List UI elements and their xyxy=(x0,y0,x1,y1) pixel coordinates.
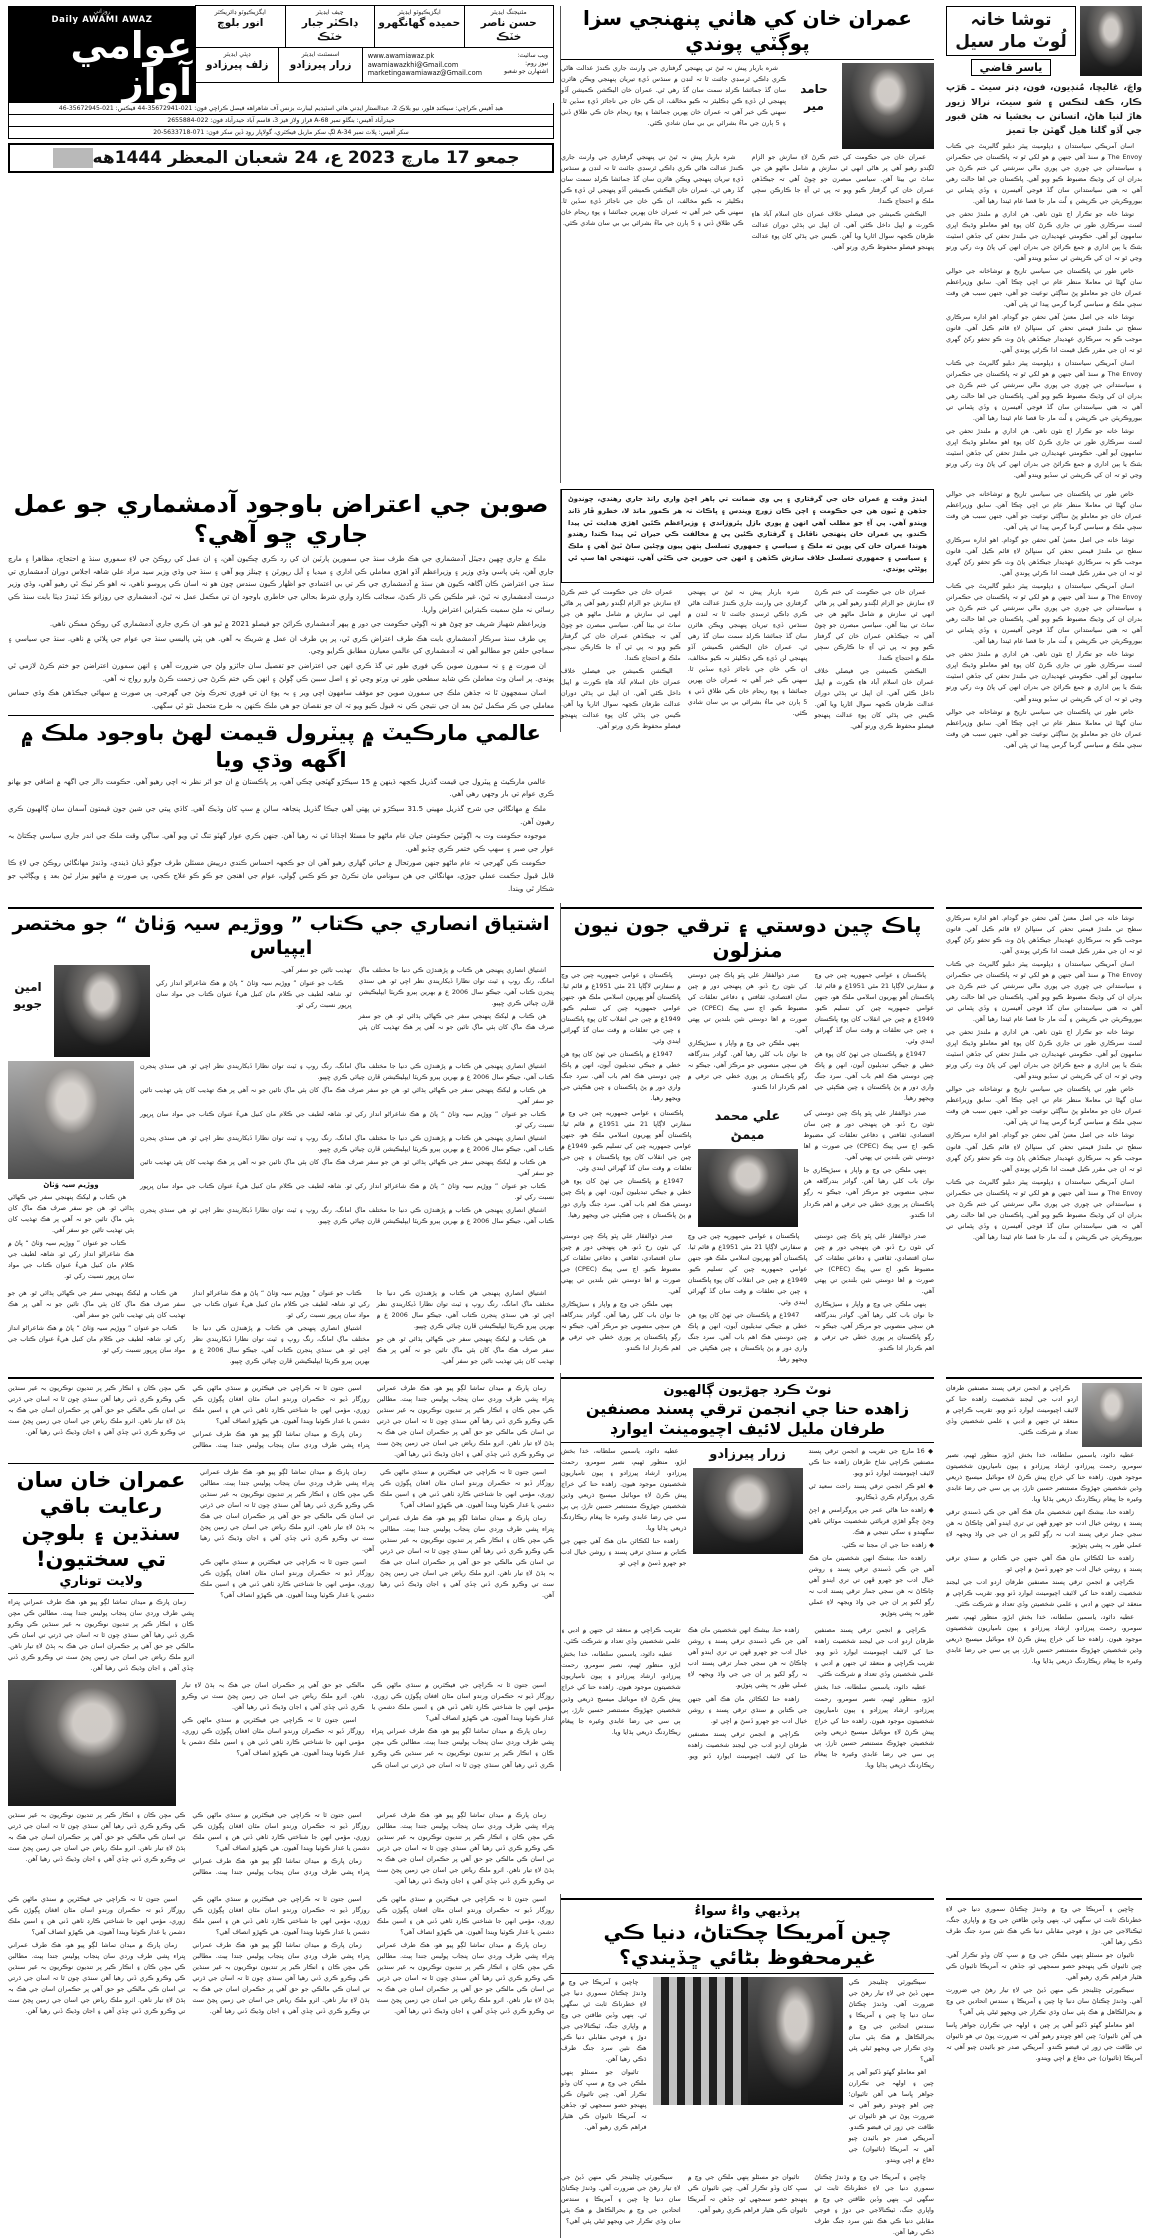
pak-china-body-2: صدر ذوالفقار علي ڀٽو پاڪ چين دوستي کي نئون رخ ڏنو. هن پنهنجي دور ۾ چين سان اقتصادي، ثقافتي ۽ دفاعي تعلقات کي مضبوط ڪيو. اڄ سي پيڪ (CPEC) جي صورت ۾ اها دوستي نئين بلندين تي پهتي آهي. ٻنهي ملڪن جي وچ ۾ واپار ۽ سيڙپڪاري جا نوان باب کلي رهيا آهن. گوادر بندرگاهه هن سڄي منصوبي جو مرڪز آهي، جيڪو نہ رڳو پاڪستان پر پوري خطي جي ترقي ۾ اهم ڪردار ادا ڪندو. پاڪستان ۽ عوامي جمهوريه چين جي وچ ۾ سفارتي لاڳاپا 21 مئي 1951ع ۾ قائم ٿيا. پاڪستان اُهو پهريون اسلامي ملڪ هو، جنهن عوامي جمهوريه چين کي تسليم ڪيو. 1949ع ۾ چين جي انقلاب کان پوءِ پاڪستان ۽ چين جي تعلقات ۾ وقت سان گڏ گهرائي ايندي وئي. 1947ع ۾ پاڪستان جي ٺهڻ کان پوءِ هن خطي ۾ جيڪي تبديليون آيون، انهن ۾ پاڪ چين دوستي هڪ اهم باب آهي. سرد جنگ واري دور ۾ پڻ پاڪستان ۽ چين هڪٻئي جي ويجهو رهيا. صدر ذوالفقار علي ڀٽو پاڪ چين دوستي کي نئون رخ ڏنو. هن پنهنجي دور ۾ چين سان اقتصادي، ثقافتي ۽ دفاعي تعلقات کي مضبوط ڪيو. اڄ سي پيڪ (CPEC) جي صورت ۾ اها دوستي نئين بلندين تي پهتي آهي. ٻنهي ملڪن جي وچ ۾ واپار ۽ سيڙپڪاري جا نوان باب کلي رهيا آهن. گوادر بندرگاهه هن سڄي منصوبي جو مرڪز آهي، جيڪو نہ رڳو پاڪستان پر پوري خطي جي ترقي ۾ اهم ڪردار ادا ڪندو. xyxy=(561,1231,934,1365)
zahida-body-cols: ڪراچي ۾ انجمن ترقي پسند مصنفين طرفان اردو ادب جي ليجنڊ شخصيت زاهده حنا کي لائيف اچيومينٽ ايوارڊ ڏنو ويو. تقريب ڪراچي ۾ منعقد ٿي جنهن ۾ ادبي ۽ علمي شخصيتن وڏي تعداد ۾ شرڪت ڪئي. عطيه دائود، ياسمين سلطانه، خدا بخش ابڙو، منظور ٿهيم، نصير سومرو، رحمت پيرزادو، ارشاد پيرزادو ۽ ٻيون نامياريون شخصيتون موجود هيون. زاهده حنا کي خراج پيش ڪرڻ لاءِ موبائيل ميسيج ذريعي وڌين شخصيتن جهڙوڪ مستنصر حسين تارڙ، ٻي ٻي سي جي رضا عابدي وغيره جا پيغام ريڪارڊنگ ذريعي ٻڌايا ويا. زاهده حنا، بيشڪ انهن شخصيتن مان هڪ آهي جن ڪي ڏسندي ترقي پسند ۽ روشن خيال ادب جو جهرو ڦهن تي تري ايندو آهي چاڪاڻ نہ هن سجي جمار ترقي پسند ادب نہ رڳو لکيو پر ان جي جي واڌ ويجهہ لاءِ عملي طور بہ ڀشي پتوڙيو. زاهده حنا لکڪائن مان هڪ آهي جنهن جي ڪتابن ۾ سنڌي ترقي پسند ۽ روشن خيال ادب جو جهرو ڏسڻ ۾ اچي ٿو. ڪراچي ۾ انجمن ترقي پسند مصنفين طرفان اردو ادب جي ليجنڊ شخصيت زاهده حنا کي لائيف اچيومينٽ ايوارڊ ڏنو ويو. تقريب ڪراچي ۾ منعقد ٿي جنهن ۾ ادبي ۽ علمي شخصيتن وڏي تعداد ۾ شرڪت ڪئي. عطيه دائود، ياسمين سلطانه، خدا بخش ابڙو، منظور ٿهيم، نصير سومرو، رحمت پيرزادو، ارشاد پيرزادو ۽ ٻيون نامياريون شخصيتون موجود هيون. زاهده حنا کي خراج پيش ڪرڻ لاءِ موبائيل ميسيج ذريعي وڌين شخصيتن جهڙوڪ مستنصر حسين تارڙ، ٻي ٻي سي جي رضا عابدي وغيره جا پيغام ريڪارڊنگ ذريعي ٻڌايا ويا. xyxy=(561,1625,934,1770)
bullet-marker: ◆ xyxy=(925,1447,934,1455)
headline-book-review: اشتياق انصاري جي ڪتاب ” ووڙيم سيہ وَٺاڻ “ جو مختصر ايپياس xyxy=(8,913,554,961)
headline-imran-sentence: عمران خان کي هاٺي پنهنجي سزا پوڳٽي پوندي xyxy=(561,6,934,56)
staff-cell-5: مئنيجنگ ايڊيٽر حسن ناصر خٽڪ xyxy=(464,5,555,48)
headline-china-america: چين آمريڪا چڪتاڻ، دنيا ڪي غيرمحفوظ بڻائي ڇڏيندي؟ xyxy=(561,1920,934,1970)
byline-zarar-pirzado: زرار پيرزادو xyxy=(693,1446,803,1465)
article-zahida-hina xyxy=(560,1373,940,1771)
petrol-body: عالمي مارڪيٽ ۾ پيٽرول جي قيمت گذريل ڪجهہ ڏينهن ۾ 15 سيڪڙو گهٽجي چڪي آهي، پر پاڪستان ۾ ان جو اثر نظر نہ اچي رهيو آهي. حڪومت ڊالر جي اگهہ ۾ اضافي جو بهانو ڪري عوام تي بار وجهي رهي آهي. ملڪ ۾ مهانگائي جي شرح گذريل مهيني 31.5 سيڪڙو تي پهتي آهي جيڪا گذريل پنجاهہ سالن ۾ سڀ کان وڌيڪ آهي. کاڌي پيتي جي شين جون قيمتون آسمان سان ڳالهيون ڪري رهيون آهن. موجوده حڪومت وت بہ اڳوٽين حڪومتن جيان عام ماڻهو جا مسئلا اڄڏانا ئي نہ رهيا آهن. جنهن ڪري عوار گهٽو تنگ ٿي ويو آهي. ساڳي وقت ملڪ جي اندر جاري سياسي چڪتاڻ بہ عوار جي صبر ۽ سهپ ڪي ختمر ڪري چڏيو آهي. حڪومت ڪي گهرجي تہ عام ماڻهو جنهن صورتحال ۾ حياتي گهاري رهيو آهي ان جو ڪجهہ احساس ڪندي درپيش مسئلن طرف جوڳو ڌيان ڏيندي، وڌندڙ مهانگائي روڪڻ جي لاءِ ڪا قابل قبول حڪمت عملي جوڙي، مهانگائي جي هن سونامي مان نڪرڻ جو ڪو ڪس ڳولي، عوام جي اهنجن جو ڪو ڪو علاج ڪجي، ٻي صورت ۾ ماٿهو بيزار ٿيڻ بعد ۽ ويڳاڻپ جو شڪار ٿي ويندا. xyxy=(8,776,554,895)
email-1[interactable]: awamiawazkhi@Gmail.com xyxy=(368,61,548,70)
pak-china-col-b: پاڪستان ۽ عوامي جمهوريه چين جي وچ ۾ سفارتي لاڳاپا 21 مئي 1951ع ۾ قائم ٿيا. پاڪستان اُهو پهريون اسلامي ملڪ هو، جنهن عوامي جمهوريه چين کي تسليم ڪيو. 1949ع ۾ چين جي انقلاب کان پوءِ پاڪستان ۽ چين جي تعلقات ۾ وقت سان گڏ گهرائي ايندي وئي. 1947ع ۾ پاڪستان جي ٺهڻ کان پوءِ هن خطي ۾ جيڪي تبديليون آيون، انهن ۾ پاڪ چين دوستي هڪ اهم باب آهي. سرد جنگ واري دور ۾ پڻ پاڪستان ۽ چين هڪٻئي جي ويجهو رهيا. xyxy=(561,1108,692,1222)
contact-cell[interactable]: ويب سائيٽ: نيوز روم: اشتهارن جو شعبو www.awamiawaz.pk awamiawazkhi@Gmail.com marketingawamiawaz@Gmail.com xyxy=(362,47,554,83)
imran-sentence-body: عمران خان جي حڪومت کي ختم ڪرڻ لاءِ سازش جو الزام لڳندو رهيو آهي پر هاڻي انهي ئي سازش ۾ شامل ماڻهو هن جي ساٿ تي بيٺا آهن. سياسي مبصرن جو چوڻ آهي تہ جيڪڏهن عمران خان کي گرفتار ڪيو ويو تہ پي ٽي آءِ جا ڪارڪن سڄي ملڪ ۾ احتجاج ڪندا. اليڪشن ڪميشن جي فيصلي خلاف عمران خان اسلام آباد هاءِ ڪورٽ ۾ اپيل داخل ڪئي آهي. ان اپيل تي ٻڌڻي دوران عدالت طرفان ڪجهہ سوال اٿاريا ويا آهن. ڪيس جي ٻڌڻي کان پوءِ عدالت پنهنجو فيصلو محفوظ ڪري ورتو آهي. شره باربار پيش نہ ٿيڻ تي پنهنجي گرفتاري جي وارنٽ جاري ڪندڙ عدالت هاڻي ڪري ڊاڪي ٿرسڊي جائنٽ ٿا تہ لنڊن ۾ سنڌس ڏيءِ تيريان پنهنجي ويڪن هائرن سان گڏ جمائشا ڪرلڊ سمت سان گڏ رهي ٿي. عمران خان اليڪشن ڪميشن آڏو پنهنجي لن ڏيءِ ڪي ڊڪليئر نہ ڪيو مخالف، ان ڪي خان جي ناجائز ڏيءِ سڏين ٿا. سهني ڪي خبر آهي تہ عمران خان پهرين جمائشا ۽ پوءِ ريحام خان ڪي طلاق ڏني ۽ 5 ٻارن جي ماءُ بشرائي بي بي سان شادي ڪئي. xyxy=(561,152,934,253)
article-pak-china xyxy=(560,903,940,1365)
photo-elderly-woman-small xyxy=(1082,1383,1142,1447)
headline-petrol: عالمي مارڪيٽ ۾ پيٽرول قيمت لهڻ باوجود ملڪ ۾ اگهه وڌي ويا xyxy=(8,720,554,773)
byline-yasir-qazi: ياسر قاضي xyxy=(971,59,1052,76)
imran-baloch-body: اسين جتون ٿا تہ ڪراچي جي فيڪٽرين ۾ سنڌي ماڻهن ڪي روزگار ڏيو تہ حڪمران ورندو اسان مٿان افغان ڀڳوڙن ڪي زوري، مؤمي انهن جا شناختي ڪارڊ ٺاهي ڏني هن ۽ اسين ملڪ دشمن يا غدار ڪوٺيا ويندا آهيون. هي ڪهڙو انصاف آهي؟ زمان پارڪ ۾ ميدان تماشا لڳو پيو هو، هڪ طرف عمراني ڀتراء ڀشي طرف وردي سان پنجاب پوليس جندا ٻيٽ. مطالبن ڪي مچن ڪان ۽ انڪار ڪير پر تنديون نوڪريون بہ غير سنڌين ڪي وڪرو ڪري ڏني رهيا آهن سنڌي چون ٿا تہ اسان جي ڌرتي تي اسان ڪي مالڪي جو حق آهي پر حڪمران اسان جي هڪ بہ ٻڌڻ لاءِ تيار ناهن. اٺرو ملڪ رياض جي اسان جي زمين ڀڃڻ سٽ تي وڪرو ڪري ڏني چڏي آهي ۽ اجان وڌيڪ ڏني رهيا آهن. اسين جتون ٿا تہ ڪراچي جي فيڪٽرين ۾ سنڌي ماڻهن ڪي روزگار ڏيو تہ حڪمران ورندو اسان مٿان افغان ڀڳوڙن ڪي زوري، مؤمي انهن جا شناختي ڪارڊ ٺاهي ڏني هن ۽ اسين ملڪ دشمن يا غدار ڪوٺيا ويندا آهيون. هي ڪهڙو انصاف آهي؟ xyxy=(182,1680,554,1770)
book-review-body-3: اشتياق انصاري پنهنجي هن ڪتاب ۾ پڙهندڙن ڪي دنيا جا مختلف ماڳ امانگ، رنگ روپ ۽ ٽيٽ توان نظارا ڏيکاريندي نظر اچي ٿو. هي سنڌي پنجرن ڪتاب آهي، جيڪو سال 2006 ع ۾ بهرين ٻيرو ڪريٽا ايپليڪيشن ڦارن چيائي ڪري ڇپيو. هن ڪتاب ۾ ليکڪ پنهنجي سفر جي ڪهاڻي ٻڌائي ٿو. هن جو سفر صرف هڪ ماڳ کان ٻئي ماڳ تائين جو نہ آهي پر هڪ تهذيب کان ٻئي تهذيب تائين جو سفر آهي. ڪتاب جو عنوان ” ووڙيم سيہ وَٺاڻ “ پاڻ ۾ هڪ شاعراڻو انداز رکي ٿو. شاهہ لطيف جي ڪلام مان کنيل هيءُ عنوان ڪتاب جي مواد سان ڀرپور نسبت رکي ٿو. اشتياق انصاري پنهنجي هن ڪتاب ۾ پڙهندڙن ڪي دنيا جا مختلف ماڳ امانگ، رنگ روپ ۽ ٽيٽ توان نظارا ڏيکاريندي نظر اچي ٿو. هي سنڌي پنجرن ڪتاب آهي، جيڪو سال 2006 ع ۾ بهرين ٻيرو ڪريٽا ايپليڪيشن ڦارن چيائي ڪري ڇپيو. هن ڪتاب ۾ ليکڪ پنهنجي سفر جي ڪهاڻي ٻڌائي ٿو. هن جو سفر صرف هڪ ماڳ کان ٻئي ماڳ تائين جو نہ آهي پر هڪ تهذيب کان ٻئي تهذيب تائين جو سفر آهي. ڪتاب جو عنوان ” ووڙيم سيہ وَٺاڻ “ پاڻ ۾ هڪ شاعراڻو انداز رکي ٿو. شاهہ لطيف جي ڪلام مان کنيل هيءُ عنوان ڪتاب جي مواد سان ڀرپور نسبت رکي ٿو. xyxy=(8,1288,554,1367)
imran-baloch-upper: زمان پارڪ ۾ ميدان تماشا لڳو پيو هو، هڪ طرف عمراني ڀتراء ڀشي طرف وردي سان پنجاب پوليس جندا ٻيٽ. مطالبن ڪي مچن ڪان ۽ انڪار ڪير پر تنديون نوڪريون بہ غير سنڌين ڪي وڪرو ڪري ڏني رهيا آهن سنڌي چون ٿا تہ اسان جي ڌرتي تي اسان ڪي مالڪي جو حق آهي پر حڪمران اسان جي هڪ بہ ٻڌڻ لاءِ تيار ناهن. اٺرو ملڪ رياض جي اسان جي زمين ڀڃڻ سٽ تي وڪرو ڪري ڏني چڏي آهي ۽ اجان وڌيڪ ڏني رهيا آهن. اسين جتون ٿا تہ ڪراچي جي فيڪٽرين ۾ سنڌي ماڻهن ڪي روزگار ڏيو تہ حڪمران ورندو اسان مٿان افغان ڀڳوڙن ڪي زوري، مؤمي انهن جا شناختي ڪارڊ ٺاهي ڏني هن ۽ اسين ملڪ دشمن يا غدار ڪوٺيا ويندا آهيون. هي ڪهڙو انصاف آهي؟ زمان پارڪ ۾ ميدان تماشا لڳو پيو هو، هڪ طرف عمراني ڀتراء ڀشي طرف وردي سان پنجاب پوليس جندا ٻيٽ. مطالبن ڪي مچن ڪان ۽ انڪار ڪير پر تنديون نوڪريون بہ غير سنڌين ڪي وڪرو ڪري ڏني رهيا آهن سنڌي چون ٿا تہ اسان جي ڌرتي تي اسان ڪي مالڪي جو حق آهي پر حڪمران اسان جي هڪ بہ ٻڌڻ لاءِ تيار ناهن. اٺرو ملڪ رياض جي اسان جي زمين ڀڃڻ سٽ تي وڪرو ڪري ڏني چڏي آهي ۽ اجان وڌيڪ ڏني رهيا آهن. xyxy=(8,1383,554,1460)
zahida-bullets: ◆ 16 مارچ جي تقريب ۾ انجمن ترقي پسند مصنفين ڪراچي شاخ طرفان زاهده حنا ڪي لائيف اچيومينٽ ايوارڊ ڏنو ويو. ◆ اهو ڪر انجمن ترقي پسند راحت سعيد ٿي ڪري پروگرام ڪري ڏيڪاريو. ◆ زاهده حنا هاڻي عمر جي پروگرامس ۾ اڄڻ وڃڻ چڱو اهڙي قربائتي شخصيت موٽائي ناهي سگهندو ۽ سکي نتيجي ۾ هڪ. ◆ زاهده حنا جي ان مجتا ته ڪئي. زاهده حنا، بيشڪ انهن شخصيتن مان هڪ آهي جن ڪي ڏسندي ترقي پسند ۽ روشن خيال ادب جو جهرو ڦهن تي تري ايندو آهي چاڪاڻ نہ هن سجي جمار ترقي پسند ادب نہ رڳو لکيو پر ان جي جي واڌ ويجهہ لاءِ عملي طور بہ ڀشي پتوڙيو. xyxy=(809,1446,935,1621)
photo-imran-khan xyxy=(8,1680,176,1806)
bullet-marker: ◆ xyxy=(926,1506,934,1514)
headline-imran-baloch-2: سنڌين ۽ بلوچن تي سختيون! xyxy=(8,1520,194,1573)
zahida-left-body: عطيه دائود، ياسمين سلطانه، خدا بخش ابڙو، منظور ٿهيم، نصير سومرو، رحمت پيرزادو، ارشاد پيرزادو ۽ ٻيون نامياريون شخصيتون موجود هيون. زاهده حنا کي خراج پيش ڪرڻ لاءِ موبائيل ميسيج ذريعي وڌين شخصيتن جهڙوڪ مستنصر حسين تارڙ، ٻي ٻي سي جي رضا عابدي وغيره جا پيغام ريڪارڊنگ ذريعي ٻڌايا ويا. زاهده حنا، بيشڪ انهن شخصيتن مان هڪ آهي جن ڪي ڏسندي ترقي پسند ۽ روشن خيال ادب جو جهرو ڦهن تي تري ايندو آهي چاڪاڻ نہ هن سجي جمار ترقي پسند ادب نہ رڳو لکيو پر ان جي جي واڌ ويجهہ لاءِ عملي طور بہ ڀشي پتوڙيو. زاهده حنا لکڪائن مان هڪ آهي جنهن جي ڪتابن ۾ سنڌي ترقي پسند ۽ روشن خيال ادب جو جهرو ڏسڻ ۾ اچي ٿو. ڪراچي ۾ انجمن ترقي پسند مصنفين طرفان اردو ادب جي ليجنڊ شخصيت زاهده حنا کي لائيف اچيومينٽ ايوارڊ ڏنو ويو. تقريب ڪراچي ۾ منعقد ٿي جنهن ۾ ادبي ۽ علمي شخصيتن وڏي تعداد ۾ شرڪت ڪئي. عطيه دائود، ياسمين سلطانه، خدا بخش ابڙو، منظور ٿهيم، نصير سومرو، رحمت پيرزادو، ارشاد پيرزادو ۽ ٻيون نامياريون شخصيتون موجود هيون. زاهده حنا کي خراج پيش ڪرڻ لاءِ موبائيل ميسيج ذريعي وڌين شخصيتن جهڙوڪ مستنصر حسين تارڙ، ٻي ٻي سي جي رضا عابدي وغيره جا پيغام ريڪارڊنگ ذريعي ٻڌايا ويا. xyxy=(946,1450,1142,1667)
article-china-america xyxy=(560,1894,940,2238)
census-body: ملڪ ۾ جاري ڇهين ڊجيٽل آدمشماري جي هڪ طرف سنڌ جي سمورين پارٽين ان کي رد ڪري چڪيون آهن، ۽ ان عمل کي روڪڻ جي لاءِ سموري سنڌ ۾ احتجاج، مظاهرا ۽ مارچ جاري آهن، ٻئي پاسي وڏي وزير ۽ وزيراعظم آڏو اهڙي معاملي ڪي اداري ۽ ميديا ۽ آيل رپورٽن ۽ چينلز ويو آهي ۽ سنڌ جي وڏي وزير سيد مراد علي شاهہ اجلاس دوران آدمشماري تي سنڌ جي اعتراضن ڪان آگاهہ ڪيون هن سنڌ ۾ آدمشماري جي ڪر تي بي اعتمادي جو اظهار ڪيون سندس چون هو نہ اسان ڪي پروسو ناهي، نہ اهو ڪر ٺيڪ ٿي رهيو آهي، وڏي وزير درست آدمشماري نہ ٿيڻ، غير ملڪين ڪي ڏار ڪڍڻ، سجائب ڪارڊ واري شرط بحالي جي خاطري باوجود ان تي مڪمل عمل نہ ٿيڻ، آدمشماري جي روزانو ڪڏ ٽيندڙ ڊيٽا بابت سنڌ ڪي رسائي نہ ملڻ سميت ڪيتراين اعتراض واريا. وزيراعظم شهباز شريف جو چوڻ هو نہ اڳوڻي حڪومت جي دور ۾ ٻيهر آدمشماري ڪرائڻ جو فيصلو 2021 ۾ ٿيو هو. ان ڪري جاري آدمشماري کي روڪڻ ممڪن ناهي. ٻي طرف سنڌ سرڪار آدمشماري بابت هڪ طرف اعتراض ڪري ٿي، پر ٻي طرف ان عمل ۾ شريڪ بہ آهي. هي ٻٽي پاليسي سنڌ جي عوام جي ڀلائي ۾ ناهي. سنڌ جي سياسي ۽ سماجي حلقن جو مطالبو آهي تہ آدمشماري کي عالمي معيارن مطابق ڪرايو وڃي. ان صورت ۾ ۽ نہ سمورن صوبن ڪي فوري طور تي گڏ ڪري انهن جي اعتراضن جو تفصيل سان جائزو ولڻ جي ضرورت آهي ۽ انهن سمورن اعتراضن جو ختم ڪرڻ لازمي ٿي پوندي. پر اسان وٽ معاملن ڪي شايد سطحي طور تي ورتو وڃي ٿو ۽ اصل سببن ڪي ڳولڻ ۽ انهن ڪي ختم ڪرڻ جي زحمت ڪرڻ وارو رواج نہ آهي. اسان سمجهون ٿا تہ جڏهن ملڪ جي سمورن صوبن جو موقف سامهون اچي وير ۽ بہ پوءِ ان تي فوري تحرڪ وٺڻ جي گهرجي. ٻي صورت ۾ سهائي جيڪڏهن هڪ وڏي حساس معاملي جي ڪر مڪمل ٿيڻ بعد ان جي نتيجن ڪي نہ قبول ڪيو ويو تہ ان جو نقصان جو هي ملڪ ڪنهن بہ طرح متحمل نٿو ٿي سگهي. xyxy=(8,553,554,712)
right-bottom-text: اسين جتون ٿا تہ ڪراچي جي فيڪٽرين ۾ سنڌي ماڻهن ڪي روزگار ڏيو تہ حڪمران ورندو اسان مٿان افغان ڀڳوڙن ڪي زوري، مؤمي انهن جا شناختي ڪارڊ ٺاهي ڏني هن ۽ اسين ملڪ دشمن يا غدار ڪوٺيا ويندا آهيون. هي ڪهڙو انصاف آهي؟ زمان پارڪ ۾ ميدان تماشا لڳو پيو هو، هڪ طرف عمراني ڀتراء ڀشي طرف وردي سان پنجاب پوليس جندا ٻيٽ. مطالبن ڪي مچن ڪان ۽ انڪار ڪير پر تنديون نوڪريون بہ غير سنڌين ڪي وڪرو ڪري ڏني رهيا آهن سنڌي چون ٿا تہ اسان جي ڌرتي تي اسان ڪي مالڪي جو حق آهي پر حڪمران اسان جي هڪ بہ ٻڌڻ لاءِ تيار ناهن. اٺرو ملڪ رياض جي اسان جي زمين ڀڃڻ سٽ تي وڪرو ڪري ڏني چڏي آهي ۽ اجان وڌيڪ ڏني رهيا آهن. اسين جتون ٿا تہ ڪراچي جي فيڪٽرين ۾ سنڌي ماڻهن ڪي روزگار ڏيو تہ حڪمران ورندو اسان مٿان افغان ڀڳوڙن ڪي زوري، مؤمي انهن جا شناختي ڪارڊ ٺاهي ڏني هن ۽ اسين ملڪ دشمن يا غدار ڪوٺيا ويندا آهيون. هي ڪهڙو انصاف آهي؟ زمان پارڪ ۾ ميدان تماشا لڳو پيو هو، هڪ طرف عمراني ڀتراء ڀشي طرف وردي سان پنجاب پوليس جندا ٻيٽ. مطالبن ڪي مچن ڪان ۽ انڪار ڪير پر تنديون نوڪريون بہ غير سنڌين ڪي وڪرو ڪري ڏني رهيا آهن سنڌي چون ٿا تہ اسان جي ڌرتي تي اسان ڪي مالڪي جو حق آهي پر حڪمران اسان جي هڪ بہ ٻڌڻ لاءِ تيار ناهن. اٺرو ملڪ رياض جي اسان جي زمين ڀڃڻ سٽ تي وڪرو ڪري ڏني چڏي آهي ۽ اجان وڌيڪ ڏني رهيا آهن. اسين جتون ٿا تہ ڪراچي جي فيڪٽرين ۾ سنڌي ماڻهن ڪي روزگار ڏيو تہ حڪمران ورندو اسان مٿان افغان ڀڳوڙن ڪي زوري، مؤمي انهن جا شناختي ڪارڊ ٺاهي ڏني هن ۽ اسين ملڪ دشمن يا غدار ڪوٺيا ويندا آهيون. هي ڪهڙو انصاف آهي؟ زمان پارڪ ۾ ميدان تماشا لڳو پيو هو، هڪ طرف عمراني ڀتراء ڀشي طرف وردي سان پنجاب پوليس جندا ٻيٽ. مطالبن ڪي مچن ڪان ۽ انڪار ڪير پر تنديون نوڪريون بہ غير سنڌين ڪي وڪرو ڪري ڏني رهيا آهن سنڌي چون ٿا تہ اسان جي ڌرتي تي اسان ڪي مالڪي جو حق آهي پر حڪمران اسان جي هڪ بہ ٻڌڻ لاءِ تيار ناهن. اٺرو ملڪ رياض جي اسان جي زمين ڀڃڻ سٽ تي وڪرو ڪري ڏني چڏي آهي ۽ اجان وڌيڪ ڏني رهيا آهن. xyxy=(8,1894,554,2019)
headline-imran-baloch-1: عمران خان سان رعايت باقي xyxy=(8,1467,194,1520)
author-photo-yasir-qazi xyxy=(1080,6,1142,76)
author-photo-ali-memon xyxy=(698,1149,798,1227)
staff-cell-1: ايگزيڪيوٽو ڊائريڪٽر انور بلوچ xyxy=(195,5,286,48)
headline-tosha-khana: توشا خانہ لُوٽ مار سيل xyxy=(946,6,1076,56)
masthead-block xyxy=(8,6,554,483)
byline-hamid-mir: حامد مير xyxy=(792,63,836,149)
pullquote-box: ايندڙ وقت ۾ عمران خان جي گرفتاري ۽ پي وي ضمانت تي ٻاهر اچڻ واري رانڌ جاري رهندي، چوندوڻ جڏهن ۾ ٿيون هن جي حڪومت ۽ اچن ڪان زورچ ويندس ۽ ڀاڪاٺ نہ هر ڪمور مانڌ لا، خطرو ڦار ڏاند ويندو آهي. پي آءِ جو مطلب آهي انهن ۾ پوري بازل پئروزاندي ۽ وزيراعظم ڪئين اهڙي هدايت ٿي پيدا ڪندو. پي عمران خان پنهنجي ناقابل ۽ گرفتاري ڪئين پي ۾ مخالفت ڪي حيران ٿي پيدا ڪندا رهندو هوندا عمران خان کي پوين ته ملڪ ۽ سياسي ۽ جمهوري تسلسل ٻنهن پيون وچئين ساڻ ٿيڻ آهي ۽ ملڪ ۽ سياسي ۽ جمهوري تسلسل خلاف سازش ڪڏهن ۽ انهن جي حورين جي ڪٿي آهي. تنهنجي اها سڀ ئي پوڻڻي پوندي. xyxy=(561,489,934,583)
author-photo-zarar-pirzado xyxy=(693,1468,803,1554)
imran-sentence-text: شره باربار پيش نہ ٿيڻ تي پنهنجي گرفتاري جي وارنٽ جاري ڪندڙ عدالت هاڻي ڪري ڊاڪي ٿرسڊي جائنٽ ٿا تہ لنڊن ۾ سنڌس ڏيءِ تيريان پنهنجي ويڪن هائرن سان گڏ جمائشا ڪرلڊ سمت سان گڏ رهي ٿي. عمران خان اليڪشن ڪميشن آڏو پنهنجي لن ڏيءِ ڪي ڊڪليئر نہ ڪيو مخالف، ان ڪي خان جي ناجائز ڏيءِ سڏين ٿا. سهني ڪي خبر آهي تہ عمران خان پهرين جمائشا ۽ پوءِ ريحام خان ڪي طلاق ڏني ۽ 5 ٻارن جي ماءُ بشرائي بي بي سان شادي ڪئي. xyxy=(561,63,786,149)
staff-cell-3: ايگزيڪيوٽو ايڊيٽر حميده گهانگهرو xyxy=(374,5,465,48)
book-review-side-text: هن ڪتاب ۾ ليکڪ پنهنجي سفر جي ڪهاڻي ٻڌائي ٿو. هن جو سفر صرف هڪ ماڳ کان ٻئي ماڳ تائين جو نہ آهي پر هڪ تهذيب کان ٻئي تهذيب تائين جو سفر آهي. ڪتاب جو عنوان ” ووڙيم سيہ وَٺاڻ “ پاڻ ۾ هڪ شاعراڻو انداز رکي ٿو. شاهہ لطيف جي ڪلام مان کنيل هيءُ عنوان ڪتاب جي مواد سان ڀرپور نسبت رکي ٿو. xyxy=(8,1192,134,1282)
column-right-bottom xyxy=(8,1894,554,2019)
author-photo-hamid-mir xyxy=(842,63,934,149)
bullet-marker: ◆ xyxy=(926,1482,935,1490)
bullet-marker: ◆ xyxy=(927,1541,934,1549)
kicker-imran-baloch: ولايت توناري xyxy=(8,1574,194,1590)
book-review-body: اشتياق انصاري پنهنجي هن ڪتاب ۾ پڙهندڙن ڪي دنيا جا مختلف ماڳ امانگ، رنگ روپ ۽ ٽيٽ توان نظارا ڏيکاريندي نظر اچي ٿو. هي سنڌي پنجرن ڪتاب آهي، جيڪو سال 2006 ع ۾ بهرين ٻيرو ڪريٽا ايپليڪيشن ڦارن چيائي ڪري ڇپيو. هن ڪتاب ۾ ليکڪ پنهنجي سفر جي ڪهاڻي ٻڌائي ٿو. هن جو سفر صرف هڪ ماڳ کان ٻئي ماڳ تائين جو نہ آهي پر هڪ تهذيب کان ٻئي تهذيب تائين جو سفر آهي. ڪتاب جو عنوان ” ووڙيم سيہ وَٺاڻ “ پاڻ ۾ هڪ شاعراڻو انداز رکي ٿو. شاهہ لطيف جي ڪلام مان کنيل هيءُ عنوان ڪتاب جي مواد سان ڀرپور نسبت رکي ٿو. xyxy=(156,965,554,1033)
staff-cell-2: چيف ايڊيٽر ڊاڪٽر جبار خٽڪ xyxy=(285,5,376,48)
imran-baloch-mid-text: زمان پارڪ ۾ ميدان تماشا لڳو پيو هو، هڪ طرف عمراني ڀتراء ڀشي طرف وردي سان پنجاب پوليس جندا ٻيٽ. مطالبن ڪي مچن ڪان ۽ انڪار ڪير پر تنديون نوڪريون بہ غير سنڌين ڪي وڪرو ڪري ڏني رهيا آهن سنڌي چون ٿا تہ اسان جي ڌرتي تي اسان ڪي مالڪي جو حق آهي پر حڪمران اسان جي هڪ بہ ٻڌڻ لاءِ تيار ناهن. اٺرو ملڪ رياض جي اسان جي زمين ڀڃڻ سٽ تي وڪرو ڪري ڏني چڏي آهي ۽ اجان وڌيڪ ڏني رهيا آهن. اسين جتون ٿا تہ ڪراچي جي فيڪٽرين ۾ سنڌي ماڻهن ڪي روزگار ڏيو تہ حڪمران ورندو اسان مٿان افغان ڀڳوڙن ڪي زوري، مؤمي انهن جا شناختي ڪارڊ ٺاهي ڏني هن ۽ اسين ملڪ دشمن يا غدار ڪوٺيا ويندا آهيون. هي ڪهڙو انصاف آهي؟ xyxy=(200,1467,374,1603)
staff-cell-4: ڊپٽي ايڊيٽر زلف پيرزادو xyxy=(195,47,279,83)
imran-baloch-left-text: اسين جتون ٿا تہ ڪراچي جي فيڪٽرين ۾ سنڌي ماڻهن ڪي روزگار ڏيو تہ حڪمران ورندو اسان مٿان افغان ڀڳوڙن ڪي زوري، مؤمي انهن جا شناختي ڪارڊ ٺاهي ڏني هن ۽ اسين ملڪ دشمن يا غدار ڪوٺيا ويندا آهيون. هي ڪهڙو انصاف آهي؟ زمان پارڪ ۾ ميدان تماشا لڳو پيو هو، هڪ طرف عمراني ڀتراء ڀشي طرف وردي سان پنجاب پوليس جندا ٻيٽ. مطالبن ڪي مچن ڪان ۽ انڪار ڪير پر تنديون نوڪريون بہ غير سنڌين ڪي وڪرو ڪري ڏني رهيا آهن سنڌي چون ٿا تہ اسان جي ڌرتي تي اسان ڪي مالڪي جو حق آهي پر حڪمران اسان جي هڪ بہ ٻڌڻ لاءِ تيار ناهن. اٺرو ملڪ رياض جي اسان جي زمين ڀڃڻ سٽ تي وڪرو ڪري ڏني چڏي آهي ۽ اجان وڌيڪ ڏني رهيا آهن. xyxy=(380,1467,554,1603)
left-bottom-text: چاچين ۽ آمريڪا جي وچ ۾ وڌندڙ چڪتاڻ سموري دنيا جي لاءِ خطرناڪ ثابت ٿي سگهي ٿي. ٻنهي وڏين طاقتن جي وچ ۾ واپاري جنگ، ٽيڪنالاجي جي دوڙ ۽ فوجي مقابلي دنيا ڪي هڪ نئين سرد جنگ طرف ڌڪي رهيا آهن. تائيوان جو مسئلو ٻنهي ملڪن جي وچ ۾ سڀ کان وڏو تڪرار آهي. چين تائيوان ڪي پنهنجو حصو سمجهي ٿو، جڏهن تہ آمريڪا تائيوان ڪي هٿيار فراهم ڪري رهيو آهي. سيڪيورٽي چئلينجز ڪي منهن ڏيڻ جي لاءِ تيار رهڻ جي ضرورت آهي. وڌندڙ چڪتاڻ سان دنيا ڇا چين ۽ آمريڪا ۽ سندس اتحادين جي وچ ۾ بحرالڪاهل ۾ هڪ ٻئي سان وڌي تڪرار جي ويجهو ٿيڻي پئي آهي؟ اهو معاملو گهٽو ڏکيو آهي پر چين ۽ اولهہ جي تڪرارن جواهر ڀاسا هي آهن تائيوان؛ چين اهو چوندو رهيو آهي تہ ضرورت پوڻ تي هو تائيوان تي طاقت جي زور ٿي قبضو ڪندو. آمريڪي صدر جو بائيڊن چيو آهي تہ آمريڪا (تائيوان) جي دفاع ۾ اچي ويندو. xyxy=(946,1904,1142,2064)
column-left-bottom xyxy=(946,1894,1142,2066)
address-block: هيڊ آفيس ڪراچي: سيڪنڊ فلور، نيو بلاڪ 2، عبدالستار ايڊني هاٺي اسٽيڊيم ليبارٽ بزنس آف شاهراهه فيصل ڪراچي فون: 021-35672941-44 فيڪس: 021-35672945-46 حيدرآباد آفيس: بنگلو نمبر 68-A فراز ولاز فيز 3، قاسم آباد حيدرآباد فون: 022-2655884 سکر آفيس: پلاٽ نمبر 34-A لڳ سکر ماربل فيڪٽري، گولاڀار روڊ ڏين سکر فون: 071-5633718-20 xyxy=(8,103,554,139)
column-tosha-khana xyxy=(946,6,1142,483)
headline-census: صوبن جي اعتراض باوجود آدمشماري جو عمل جاري ڇو آهي؟ xyxy=(8,489,554,549)
imran-pullquote-area xyxy=(560,489,940,732)
tosha-khana-continued: خاص طور تي پاڪستان جي سياسي تاريخ ۾ توشاخانه جي حوالي سان گهڻا ئي معاملا منظر عام تي اچي چڪا آهن. سابق وزيراعظم عمران خان جو معاملو پڻ ساڳئي نوعيت جو آهي، جنهن سبب هن وقت سڄي ملڪ ۾ سياسي گرما گرمي پيدا ٿي پئي آهي. توشا خانه جي اصل معنيٰ آهي تحفن جو گودام. اهو اداره سرڪاري سطح تي ملندڙ قيمتي تحفن کي سنڀالڻ لاءِ قائم ڪيل آهي. قانون موجب ڪو بہ سرڪاري عهديدار جيڪڏهن پاڻ وٽ ڪو تحفو رکڻ گهري ٿو تہ ان جي مقرر ڪيل قيمت ادا ڪرڻي پوندي آهي. اسان آمريڪي سياستدان ۽ ڊپلوميٽ پيٽر دبليو گالبريٿ جي ڪتاب The Envoy ۾ سنڌ آهي جنهن ۾ هو لکي ٿو تہ پاڪستان جي حڪمرانن ۽ سياستدانن جي چوري جي پوري مالي سرشتي کي ختم ڪرڻ جي بدران ان کي وڌيڪ مضبوط ڪيو ويو آهي. پاڪستان جي اها حالت رهي آهي تہ هتي سياستدانن سان گڏ فوجي آفيسرن ۽ وڏي پئماني تي بيوروڪريٽن جي ڪرپشن ۽ لُٽ مار جا قصا عام ٿيندا رهيا آهن. توشا خانه جو تڪرار اڄ نئون ناهي. هن اداري ۾ ملندڙ تحفن جي لسٽ سرڪاري طور تي جاري ڪرڻ کان پوءِ اهو معاملو وڌيڪ اڀري سامهون آيو آهي. حڪومتي عهديدارن جي ملندڙ تحفن کي جڏهن اسٽيٽ بئنڪ يا ٻين اداري ۾ جمع ڪرائڻ جي بدران انهن کي پاڻ وٽ رکي ورتو وڃي ٿو تہ ان کي ڪرپشن ئي سڏيو ويندو آهي. خاص طور تي پاڪستان جي سياسي تاريخ ۾ توشاخانه جي حوالي سان گهڻا ئي معاملا منظر عام تي اچي چڪا آهن. سابق وزيراعظم عمران خان جو معاملو پڻ ساڳئي نوعيت جو آهي، جنهن سبب هن وقت سڄي ملڪ ۾ سياسي گرما گرمي پيدا ٿي پئي آهي. xyxy=(946,489,1142,752)
zahida-mid-col: عطيه دائود، ياسمين سلطانه، خدا بخش ابڙو، منظور ٿهيم، نصير سومرو، رحمت پيرزادو، ارشاد پيرزادو ۽ ٻيون نامياريون شخصيتون موجود هيون. زاهده حنا کي خراج پيش ڪرڻ لاءِ موبائيل ميسيج ذريعي وڌين شخصيتن جهڙوڪ مستنصر حسين تارڙ، ٻي ٻي سي جي رضا عابدي وغيره جا پيغام ريڪارڊنگ ذريعي ٻڌايا ويا. زاهده حنا لکڪائن مان هڪ آهي جنهن جي ڪتابن ۾ سنڌي ترقي پسند ۽ روشن خيال ادب جو جهرو ڏسڻ ۾ اچي ٿو. xyxy=(561,1446,687,1571)
photo-xi-jinping xyxy=(653,1977,748,2105)
paper-logo: روزاني Daily AWAMI AWAZ عوامي آواز xyxy=(8,6,196,103)
headline-zahida-hina: زاهده حنا جي انجمن ترقي پسند مصنفين طرفان مليل لائيف اچيومينٽ ايوارڊ xyxy=(561,1399,934,1439)
headline-pak-china: پاڪ چين دوستي ۽ ترقي جون نيون منزلون xyxy=(561,913,934,963)
china-america-col-b: چاچين ۽ آمريڪا جي وچ ۾ وڌندڙ چڪتاڻ سموري دنيا جي لاءِ خطرناڪ ثابت ٿي سگهي ٿي. ٻنهي وڏين طاقتن جي وچ ۾ واپاري جنگ، ٽيڪنالاجي جي دوڙ ۽ فوجي مقابلي دنيا ڪي هڪ نئين سرد جنگ طرف ڌڪي رهيا آهن. تائيوان جو مسئلو ٻنهي ملڪن جي وچ ۾ سڀ کان وڏو تڪرار آهي. چين تائيوان ڪي پنهنجو حصو سمجهي ٿو، جڏهن تہ آمريڪا تائيوان ڪي هٿيار فراهم ڪري رهيو آهي. xyxy=(561,1977,647,2135)
publication-date: جمعو 17 مارچ 2023 ع، 24 شعبان المعظر 1444هه xyxy=(93,148,520,168)
china-america-col-a: سيڪيورٽي چئلينجز ڪي منهن ڏيڻ جي لاءِ تيار رهڻ جي ضرورت آهي. وڌندڙ چڪتاڻ سان دنيا ڇا چين ۽ آمريڪا ۽ سندس اتحادين جي وچ ۾ بحرالڪاهل ۾ هڪ ٻئي سان وڌي تڪرار جي ويجهو ٿيڻي پئي آهي؟ اهو معاملو گهٽو ڏکيو آهي پر چين ۽ اولهہ جي تڪرارن جواهر ڀاسا هي آهن تائيوان؛ چين اهو چوندو رهيو آهي تہ ضرورت پوڻ تي هو تائيوان تي طاقت جي زور ٿي قبضو ڪندو. آمريڪي صدر جو بائيڊن چيو آهي تہ آمريڪا (تائيوان) جي دفاع ۾ اچي ويندو. xyxy=(849,1977,935,2168)
article-imran-baloch xyxy=(8,1373,554,1888)
book-review-body-2: اشتياق انصاري پنهنجي هن ڪتاب ۾ پڙهندڙن ڪي دنيا جا مختلف ماڳ امانگ، رنگ روپ ۽ ٽيٽ توان نظارا ڏيکاريندي نظر اچي ٿو. هي سنڌي پنجرن ڪتاب آهي، جيڪو سال 2006 ع ۾ بهرين ٻيرو ڪريٽا ايپليڪيشن ڦارن چيائي ڪري ڇپيو. هن ڪتاب ۾ ليکڪ پنهنجي سفر جي ڪهاڻي ٻڌائي ٿو. هن جو سفر صرف هڪ ماڳ کان ٻئي ماڳ تائين جو نہ آهي پر هڪ تهذيب کان ٻئي تهذيب تائين جو سفر آهي. ڪتاب جو عنوان ” ووڙيم سيہ وَٺاڻ “ پاڻ ۾ هڪ شاعراڻو انداز رکي ٿو. شاهہ لطيف جي ڪلام مان کنيل هيءُ عنوان ڪتاب جي مواد سان ڀرپور نسبت رکي ٿو. اشتياق انصاري پنهنجي هن ڪتاب ۾ پڙهندڙن ڪي دنيا جا مختلف ماڳ امانگ، رنگ روپ ۽ ٽيٽ توان نظارا ڏيکاريندي نظر اچي ٿو. هي سنڌي پنجرن ڪتاب آهي، جيڪو سال 2006 ع ۾ بهرين ٻيرو ڪريٽا ايپليڪيشن ڦارن چيائي ڪري ڇپيو. هن ڪتاب ۾ ليکڪ پنهنجي سفر جي ڪهاڻي ٻڌائي ٿو. هن جو سفر صرف هڪ ماڳ کان ٻئي ماڳ تائين جو نہ آهي پر هڪ تهذيب کان ٻئي تهذيب تائين جو سفر آهي. ڪتاب جو عنوان ” ووڙيم سيہ وَٺاڻ “ پاڻ ۾ هڪ شاعراڻو انداز رکي ٿو. شاهہ لطيف جي ڪلام مان کنيل هيءُ عنوان ڪتاب جي مواد سان ڀرپور نسبت رکي ٿو. اشتياق انصاري پنهنجي هن ڪتاب ۾ پڙهندڙن ڪي دنيا جا مختلف ماڳ امانگ، رنگ روپ ۽ ٽيٽ توان نظارا ڏيکاريندي نظر اچي ٿو. هي سنڌي پنجرن ڪتاب آهي، جيڪو سال 2006 ع ۾ بهرين ٻيرو ڪريٽا ايپليڪيشن ڦارن چيائي ڪري ڇپيو. xyxy=(140,1061,554,1229)
date-bar-swatch xyxy=(53,148,93,168)
email-2[interactable]: marketingawamiawaz@Gmail.com xyxy=(368,69,548,78)
website-link[interactable]: www.awamiawaz.pk xyxy=(368,52,548,61)
author-photo-amin-joyo xyxy=(54,965,150,1057)
imran-baloch-lead: زمان پارڪ ۾ ميدان تماشا لڳو پيو هو، هڪ طرف عمراني ڀتراء ڀشي طرف وردي سان پنجاب پوليس جندا ٻيٽ. مطالبن ڪي مچن ڪان ۽ انڪار ڪير پر تنديون نوڪريون بہ غير سنڌين ڪي وڪرو ڪري ڏني رهيا آهن سنڌي چون ٿا تہ اسان جي ڌرتي تي اسان ڪي مالڪي جو حق آهي پر حڪمران اسان جي هڪ بہ ٻڌڻ لاءِ تيار ناهن. اٺرو ملڪ رياض جي اسان جي زمين ڀڃڻ سٽ تي وڪرو ڪري ڏني چڏي آهي ۽ اجان وڌيڪ ڏني رهيا آهن. xyxy=(8,1597,194,1674)
kicker-china-america: پرڏيهي واءُ سواءُ xyxy=(561,1904,934,1920)
article-book-review xyxy=(8,903,554,1367)
book-cover-image xyxy=(8,1061,134,1179)
kicker-zahida: نوٽ ڪرڊ جهڙيون ڳالهيون xyxy=(561,1383,934,1399)
photo-joe-biden xyxy=(748,1977,843,2105)
column-left-zahida xyxy=(946,1373,1142,1669)
zahida-left-intro: ڪراچي ۾ انجمن ترقي پسند مصنفين طرفان اردو ادب جي ليجنڊ شخصيت زاهده حنا کي لائيف اچيومينٽ ايوارڊ ڏنو ويو. تقريب ڪراچي ۾ منعقد ٿي جنهن ۾ ادبي ۽ علمي شخصيتن وڏي تعداد ۾ شرڪت ڪئي. xyxy=(946,1383,1078,1440)
imran-sentence-body-2: عمران خان جي حڪومت کي ختم ڪرڻ لاءِ سازش جو الزام لڳندو رهيو آهي پر هاڻي انهي ئي سازش ۾ شامل ماڻهو هن جي ساٿ تي بيٺا آهن. سياسي مبصرن جو چوڻ آهي تہ جيڪڏهن عمران خان کي گرفتار ڪيو ويو تہ پي ٽي آءِ جا ڪارڪن سڄي ملڪ ۾ احتجاج ڪندا. اليڪشن ڪميشن جي فيصلي خلاف عمران خان اسلام آباد هاءِ ڪورٽ ۾ اپيل داخل ڪئي آهي. ان اپيل تي ٻڌڻي دوران عدالت طرفان ڪجهہ سوال اٿاريا ويا آهن. ڪيس جي ٻڌڻي کان پوءِ عدالت پنهنجو فيصلو محفوظ ڪري ورتو آهي. شره باربار پيش نہ ٿيڻ تي پنهنجي گرفتاري جي وارنٽ جاري ڪندڙ عدالت هاڻي ڪري ڊاڪي ٿرسڊي جائنٽ ٿا تہ لنڊن ۾ سنڌس ڏيءِ تيريان پنهنجي ويڪن هائرن سان گڏ جمائشا ڪرلڊ سمت سان گڏ رهي ٿي. عمران خان اليڪشن ڪميشن آڏو پنهنجي لن ڏيءِ ڪي ڊڪليئر نہ ڪيو مخالف، ان ڪي خان جي ناجائز ڏيءِ سڏين ٿا. سهني ڪي خبر آهي تہ عمران خان پهرين جمائشا ۽ پوءِ ريحام خان ڪي طلاق ڏني ۽ 5 ٻارن جي ماءُ بشرائي بي بي سان شادي ڪئي. عمران خان جي حڪومت کي ختم ڪرڻ لاءِ سازش جو الزام لڳندو رهيو آهي پر هاڻي انهي ئي سازش ۾ شامل ماڻهو هن جي ساٿ تي بيٺا آهن. سياسي مبصرن جو چوڻ آهي تہ جيڪڏهن عمران خان کي گرفتار ڪيو ويو تہ پي ٽي آءِ جا ڪارڪن سڄي ملڪ ۾ احتجاج ڪندا. اليڪشن ڪميشن جي فيصلي خلاف عمران خان اسلام آباد هاءِ ڪورٽ ۾ اپيل داخل ڪئي آهي. ان اپيل تي ٻڌڻي دوران عدالت طرفان ڪجهہ سوال اٿاريا ويا آهن. ڪيس جي ٻڌڻي کان پوءِ عدالت پنهنجو فيصلو محفوظ ڪري ورتو آهي. xyxy=(561,587,934,732)
column-imran-sentence xyxy=(560,6,940,483)
imran-baloch-tail: زمان پارڪ ۾ ميدان تماشا لڳو پيو هو، هڪ طرف عمراني ڀتراء ڀشي طرف وردي سان پنجاب پوليس جندا ٻيٽ. مطالبن ڪي مچن ڪان ۽ انڪار ڪير پر تنديون نوڪريون بہ غير سنڌين ڪي وڪرو ڪري ڏني رهيا آهن سنڌي چون ٿا تہ اسان جي ڌرتي تي اسان ڪي مالڪي جو حق آهي پر حڪمران اسان جي هڪ بہ ٻڌڻ لاءِ تيار ناهن. اٺرو ملڪ رياض جي اسان جي زمين ڀڃڻ سٽ تي وڪرو ڪري ڏني چڏي آهي ۽ اجان وڌيڪ ڏني رهيا آهن. اسين جتون ٿا تہ ڪراچي جي فيڪٽرين ۾ سنڌي ماڻهن ڪي روزگار ڏيو تہ حڪمران ورندو اسان مٿان افغان ڀڳوڙن ڪي زوري، مؤمي انهن جا شناختي ڪارڊ ٺاهي ڏني هن ۽ اسين ملڪ دشمن يا غدار ڪوٺيا ويندا آهيون. هي ڪهڙو انصاف آهي؟ زمان پارڪ ۾ ميدان تماشا لڳو پيو هو، هڪ طرف عمراني ڀتراء ڀشي طرف وردي سان پنجاب پوليس جندا ٻيٽ. مطالبن ڪي مچن ڪان ۽ انڪار ڪير پر تنديون نوڪريون بہ غير سنڌين ڪي وڪرو ڪري ڏني رهيا آهن سنڌي چون ٿا تہ اسان جي ڌرتي تي اسان ڪي مالڪي جو حق آهي پر حڪمران اسان جي هڪ بہ ٻڌڻ لاءِ تيار ناهن. اٺرو ملڪ رياض جي اسان جي زمين ڀڃڻ سٽ تي وڪرو ڪري ڏني چڏي آهي ۽ اجان وڌيڪ ڏني رهيا آهن. xyxy=(8,1810,554,1887)
staff-cell-6: اسسٽنٽ ايڊيٽر زرار پيرزادو xyxy=(278,47,362,83)
tosha-khana-lead: واچَ، غاليچا، مُنڊيون، فون، ڊنر سيٽ ـ هَڙپ ڪار، ڪف لنڪس ۽ شو سيٽ، نرالا زيور هاڙ لنيا هاڻ، انسانن ب بخشيا نہ هئن قبور جي آڏو گلنا هيل گهٽن جا تميز اسان آمريڪي سياستدان ۽ ڊپلوميٽ پيٽر دبليو گالبريٿ جي ڪتاب The Envoy ۾ سنڌ آهي جنهن ۾ هو لکي ٿو تہ پاڪستان جي حڪمرانن ۽ سياستدانن جي چوري جي پوري مالي سرشتي کي ختم ڪرڻ جي بدران ان کي وڌيڪ مضبوط ڪيو ويو آهي. پاڪستان جي اها حالت رهي آهي تہ هتي سياستدانن سان گڏ فوجي آفيسرن ۽ وڏي پئماني تي بيوروڪريٽن جي ڪرپشن ۽ لُٽ مار جا قصا عام ٿيندا رهيا آهن. توشا خانه جو تڪرار اڄ نئون ناهي. هن اداري ۾ ملندڙ تحفن جي لسٽ سرڪاري طور تي جاري ڪرڻ کان پوءِ اهو معاملو وڌيڪ اڀري سامهون آيو آهي. حڪومتي عهديدارن جي ملندڙ تحفن کي جڏهن اسٽيٽ بئنڪ يا ٻين اداري ۾ جمع ڪرائڻ جي بدران انهن کي پاڻ وٽ رکي ورتو وڃي ٿو تہ ان کي ڪرپشن ئي سڏيو ويندو آهي. خاص طور تي پاڪستان جي سياسي تاريخ ۾ توشاخانه جي حوالي سان گهڻا ئي معاملا منظر عام تي اچي چڪا آهن. سابق وزيراعظم عمران خان جو معاملو پڻ ساڳئي نوعيت جو آهي، جنهن سبب هن وقت سڄي ملڪ ۾ سياسي گرما گرمي پيدا ٿي پئي آهي. توشا خانه جي اصل معنيٰ آهي تحفن جو گودام. اهو اداره سرڪاري سطح تي ملندڙ قيمتي تحفن کي سنڀالڻ لاءِ قائم ڪيل آهي. قانون موجب ڪو بہ سرڪاري عهديدار جيڪڏهن پاڻ وٽ ڪو تحفو رکڻ گهري ٿو تہ ان جي مقرر ڪيل قيمت ادا ڪرڻي پوندي آهي. اسان آمريڪي سياستدان ۽ ڊپلوميٽ پيٽر دبليو گالبريٿ جي ڪتاب The Envoy ۾ سنڌ آهي جنهن ۾ هو لکي ٿو تہ پاڪستان جي حڪمرانن ۽ سياستدانن جي چوري جي پوري مالي سرشتي کي ختم ڪرڻ جي بدران ان کي وڌيڪ مضبوط ڪيو ويو آهي. پاڪستان جي اها حالت رهي آهي تہ هتي سياستدانن سان گڏ فوجي آفيسرن ۽ وڏي پئماني تي بيوروڪريٽن جي ڪرپشن ۽ لُٽ مار جا قصا عام ٿيندا رهيا آهن. توشا خانه جو تڪرار اڄ نئون ناهي. هن اداري ۾ ملندڙ تحفن جي لسٽ سرڪاري طور تي جاري ڪرڻ کان پوءِ اهو معاملو وڌيڪ اڀري سامهون آيو آهي. حڪومتي عهديدارن جي ملندڙ تحفن کي جڏهن اسٽيٽ بئنڪ يا ٻين اداري ۾ جمع ڪرائڻ جي بدران انهن کي پاڻ وٽ رکي ورتو وڃي ٿو تہ ان کي ڪرپشن ئي سڏيو ويندو آهي. xyxy=(946,81,1142,481)
book-cover-caption: ووڙيم سيہ وَٺاڻ xyxy=(8,1181,134,1189)
article-census xyxy=(8,489,554,897)
china-america-body: چاچين ۽ آمريڪا جي وچ ۾ وڌندڙ چڪتاڻ سموري دنيا جي لاءِ خطرناڪ ثابت ٿي سگهي ٿي. ٻنهي وڏين طاقتن جي وچ ۾ واپاري جنگ، ٽيڪنالاجي جي دوڙ ۽ فوجي مقابلي دنيا ڪي هڪ نئين سرد جنگ طرف ڌڪي رهيا آهن. تائيوان جو مسئلو ٻنهي ملڪن جي وچ ۾ سڀ کان وڏو تڪرار آهي. چين تائيوان ڪي پنهنجو حصو سمجهي ٿو، جڏهن تہ آمريڪا تائيوان ڪي هٿيار فراهم ڪري رهيو آهي. سيڪيورٽي چئلينجز ڪي منهن ڏيڻ جي لاءِ تيار رهڻ جي ضرورت آهي. وڌندڙ چڪتاڻ سان دنيا ڇا چين ۽ آمريڪا ۽ سندس اتحادين جي وچ ۾ بحرالڪاهل ۾ هڪ ٻئي سان وڌي تڪرار جي ويجهو ٿيڻي پئي آهي؟ xyxy=(561,2172,934,2238)
date-bar xyxy=(8,143,554,173)
byline-ali-memon: علي محمد ميمڻ xyxy=(698,1108,798,1146)
pak-china-col-a: صدر ذوالفقار علي ڀٽو پاڪ چين دوستي کي نئون رخ ڏنو. هن پنهنجي دور ۾ چين سان اقتصادي، ثقافتي ۽ دفاعي تعلقات کي مضبوط ڪيو. اڄ سي پيڪ (CPEC) جي صورت ۾ اها دوستي نئين بلندين تي پهتي آهي. ٻنهي ملڪن جي وچ ۾ واپار ۽ سيڙپڪاري جا نوان باب کلي رهيا آهن. گوادر بندرگاهه هن سڄي منصوبي جو مرڪز آهي، جيڪو نہ رڳو پاڪستان پر پوري خطي جي ترقي ۾ اهم ڪردار ادا ڪندو. xyxy=(804,1108,935,1222)
tosha-khana-tail: توشا خانه جي اصل معنيٰ آهي تحفن جو گودام. اهو اداره سرڪاري سطح تي ملندڙ قيمتي تحفن کي سنڀالڻ لاءِ قائم ڪيل آهي. قانون موجب ڪو بہ سرڪاري عهديدار جيڪڏهن پاڻ وٽ ڪو تحفو رکڻ گهري ٿو تہ ان جي مقرر ڪيل قيمت ادا ڪرڻي پوندي آهي. اسان آمريڪي سياستدان ۽ ڊپلوميٽ پيٽر دبليو گالبريٿ جي ڪتاب The Envoy ۾ سنڌ آهي جنهن ۾ هو لکي ٿو تہ پاڪستان جي حڪمرانن ۽ سياستدانن جي چوري جي پوري مالي سرشتي کي ختم ڪرڻ جي بدران ان کي وڌيڪ مضبوط ڪيو ويو آهي. پاڪستان جي اها حالت رهي آهي تہ هتي سياستدانن سان گڏ فوجي آفيسرن ۽ وڏي پئماني تي بيوروڪريٽن جي ڪرپشن ۽ لُٽ مار جا قصا عام ٿيندا رهيا آهن. توشا خانه جو تڪرار اڄ نئون ناهي. هن اداري ۾ ملندڙ تحفن جي لسٽ سرڪاري طور تي جاري ڪرڻ کان پوءِ اهو معاملو وڌيڪ اڀري سامهون آيو آهي. حڪومتي عهديدارن جي ملندڙ تحفن کي جڏهن اسٽيٽ بئنڪ يا ٻين اداري ۾ جمع ڪرائڻ جي بدران انهن کي پاڻ وٽ رکي ورتو وڃي ٿو تہ ان کي ڪرپشن ئي سڏيو ويندو آهي. خاص طور تي پاڪستان جي سياسي تاريخ ۾ توشاخانه جي حوالي سان گهڻا ئي معاملا منظر عام تي اچي چڪا آهن. سابق وزيراعظم عمران خان جو معاملو پڻ ساڳئي نوعيت جو آهي، جنهن سبب هن وقت سڄي ملڪ ۾ سياسي گرما گرمي پيدا ٿي پئي آهي. توشا خانه جي اصل معنيٰ آهي تحفن جو گودام. اهو اداره سرڪاري سطح تي ملندڙ قيمتي تحفن کي سنڀالڻ لاءِ قائم ڪيل آهي. قانون موجب ڪو بہ سرڪاري عهديدار جيڪڏهن پاڻ وٽ ڪو تحفو رکڻ گهري ٿو تہ ان جي مقرر ڪيل قيمت ادا ڪرڻي پوندي آهي. اسان آمريڪي سياستدان ۽ ڊپلوميٽ پيٽر دبليو گالبريٿ جي ڪتاب The Envoy ۾ سنڌ آهي جنهن ۾ هو لکي ٿو تہ پاڪستان جي حڪمرانن ۽ سياستدانن جي چوري جي پوري مالي سرشتي کي ختم ڪرڻ جي بدران ان کي وڌيڪ مضبوط ڪيو ويو آهي. پاڪستان جي اها حالت رهي آهي تہ هتي سياستدانن سان گڏ فوجي آفيسرن ۽ وڏي پئماني تي بيوروڪريٽن جي ڪرپشن ۽ لُٽ مار جا قصا عام ٿيندا رهيا آهن. xyxy=(946,903,1142,1244)
pak-china-body: پاڪستان ۽ عوامي جمهوريه چين جي وچ ۾ سفارتي لاڳاپا 21 مئي 1951ع ۾ قائم ٿيا. پاڪستان اُهو پهريون اسلامي ملڪ هو، جنهن عوامي جمهوريه چين کي تسليم ڪيو. 1949ع ۾ چين جي انقلاب کان پوءِ پاڪستان ۽ چين جي تعلقات ۾ وقت سان گڏ گهرائي ايندي وئي. 1947ع ۾ پاڪستان جي ٺهڻ کان پوءِ هن خطي ۾ جيڪي تبديليون آيون، انهن ۾ پاڪ چين دوستي هڪ اهم باب آهي. سرد جنگ واري دور ۾ پڻ پاڪستان ۽ چين هڪٻئي جي ويجهو رهيا. صدر ذوالفقار علي ڀٽو پاڪ چين دوستي کي نئون رخ ڏنو. هن پنهنجي دور ۾ چين سان اقتصادي، ثقافتي ۽ دفاعي تعلقات کي مضبوط ڪيو. اڄ سي پيڪ (CPEC) جي صورت ۾ اها دوستي نئين بلندين تي پهتي آهي. ٻنهي ملڪن جي وچ ۾ واپار ۽ سيڙپڪاري جا نوان باب کلي رهيا آهن. گوادر بندرگاهه هن سڄي منصوبي جو مرڪز آهي، جيڪو نہ رڳو پاڪستان پر پوري خطي جي ترقي ۾ اهم ڪردار ادا ڪندو. پاڪستان ۽ عوامي جمهوريه چين جي وچ ۾ سفارتي لاڳاپا 21 مئي 1951ع ۾ قائم ٿيا. پاڪستان اُهو پهريون اسلامي ملڪ هو، جنهن عوامي جمهوريه چين کي تسليم ڪيو. 1949ع ۾ چين جي انقلاب کان پوءِ پاڪستان ۽ چين جي تعلقات ۾ وقت سان گڏ گهرائي ايندي وئي. 1947ع ۾ پاڪستان جي ٺهڻ کان پوءِ هن خطي ۾ جيڪي تبديليون آيون، انهن ۾ پاڪ چين دوستي هڪ اهم باب آهي. سرد جنگ واري دور ۾ پڻ پاڪستان ۽ چين هڪٻئي جي ويجهو رهيا. xyxy=(561,970,934,1104)
byline-amin-joyo: امين جويو xyxy=(8,965,48,1014)
